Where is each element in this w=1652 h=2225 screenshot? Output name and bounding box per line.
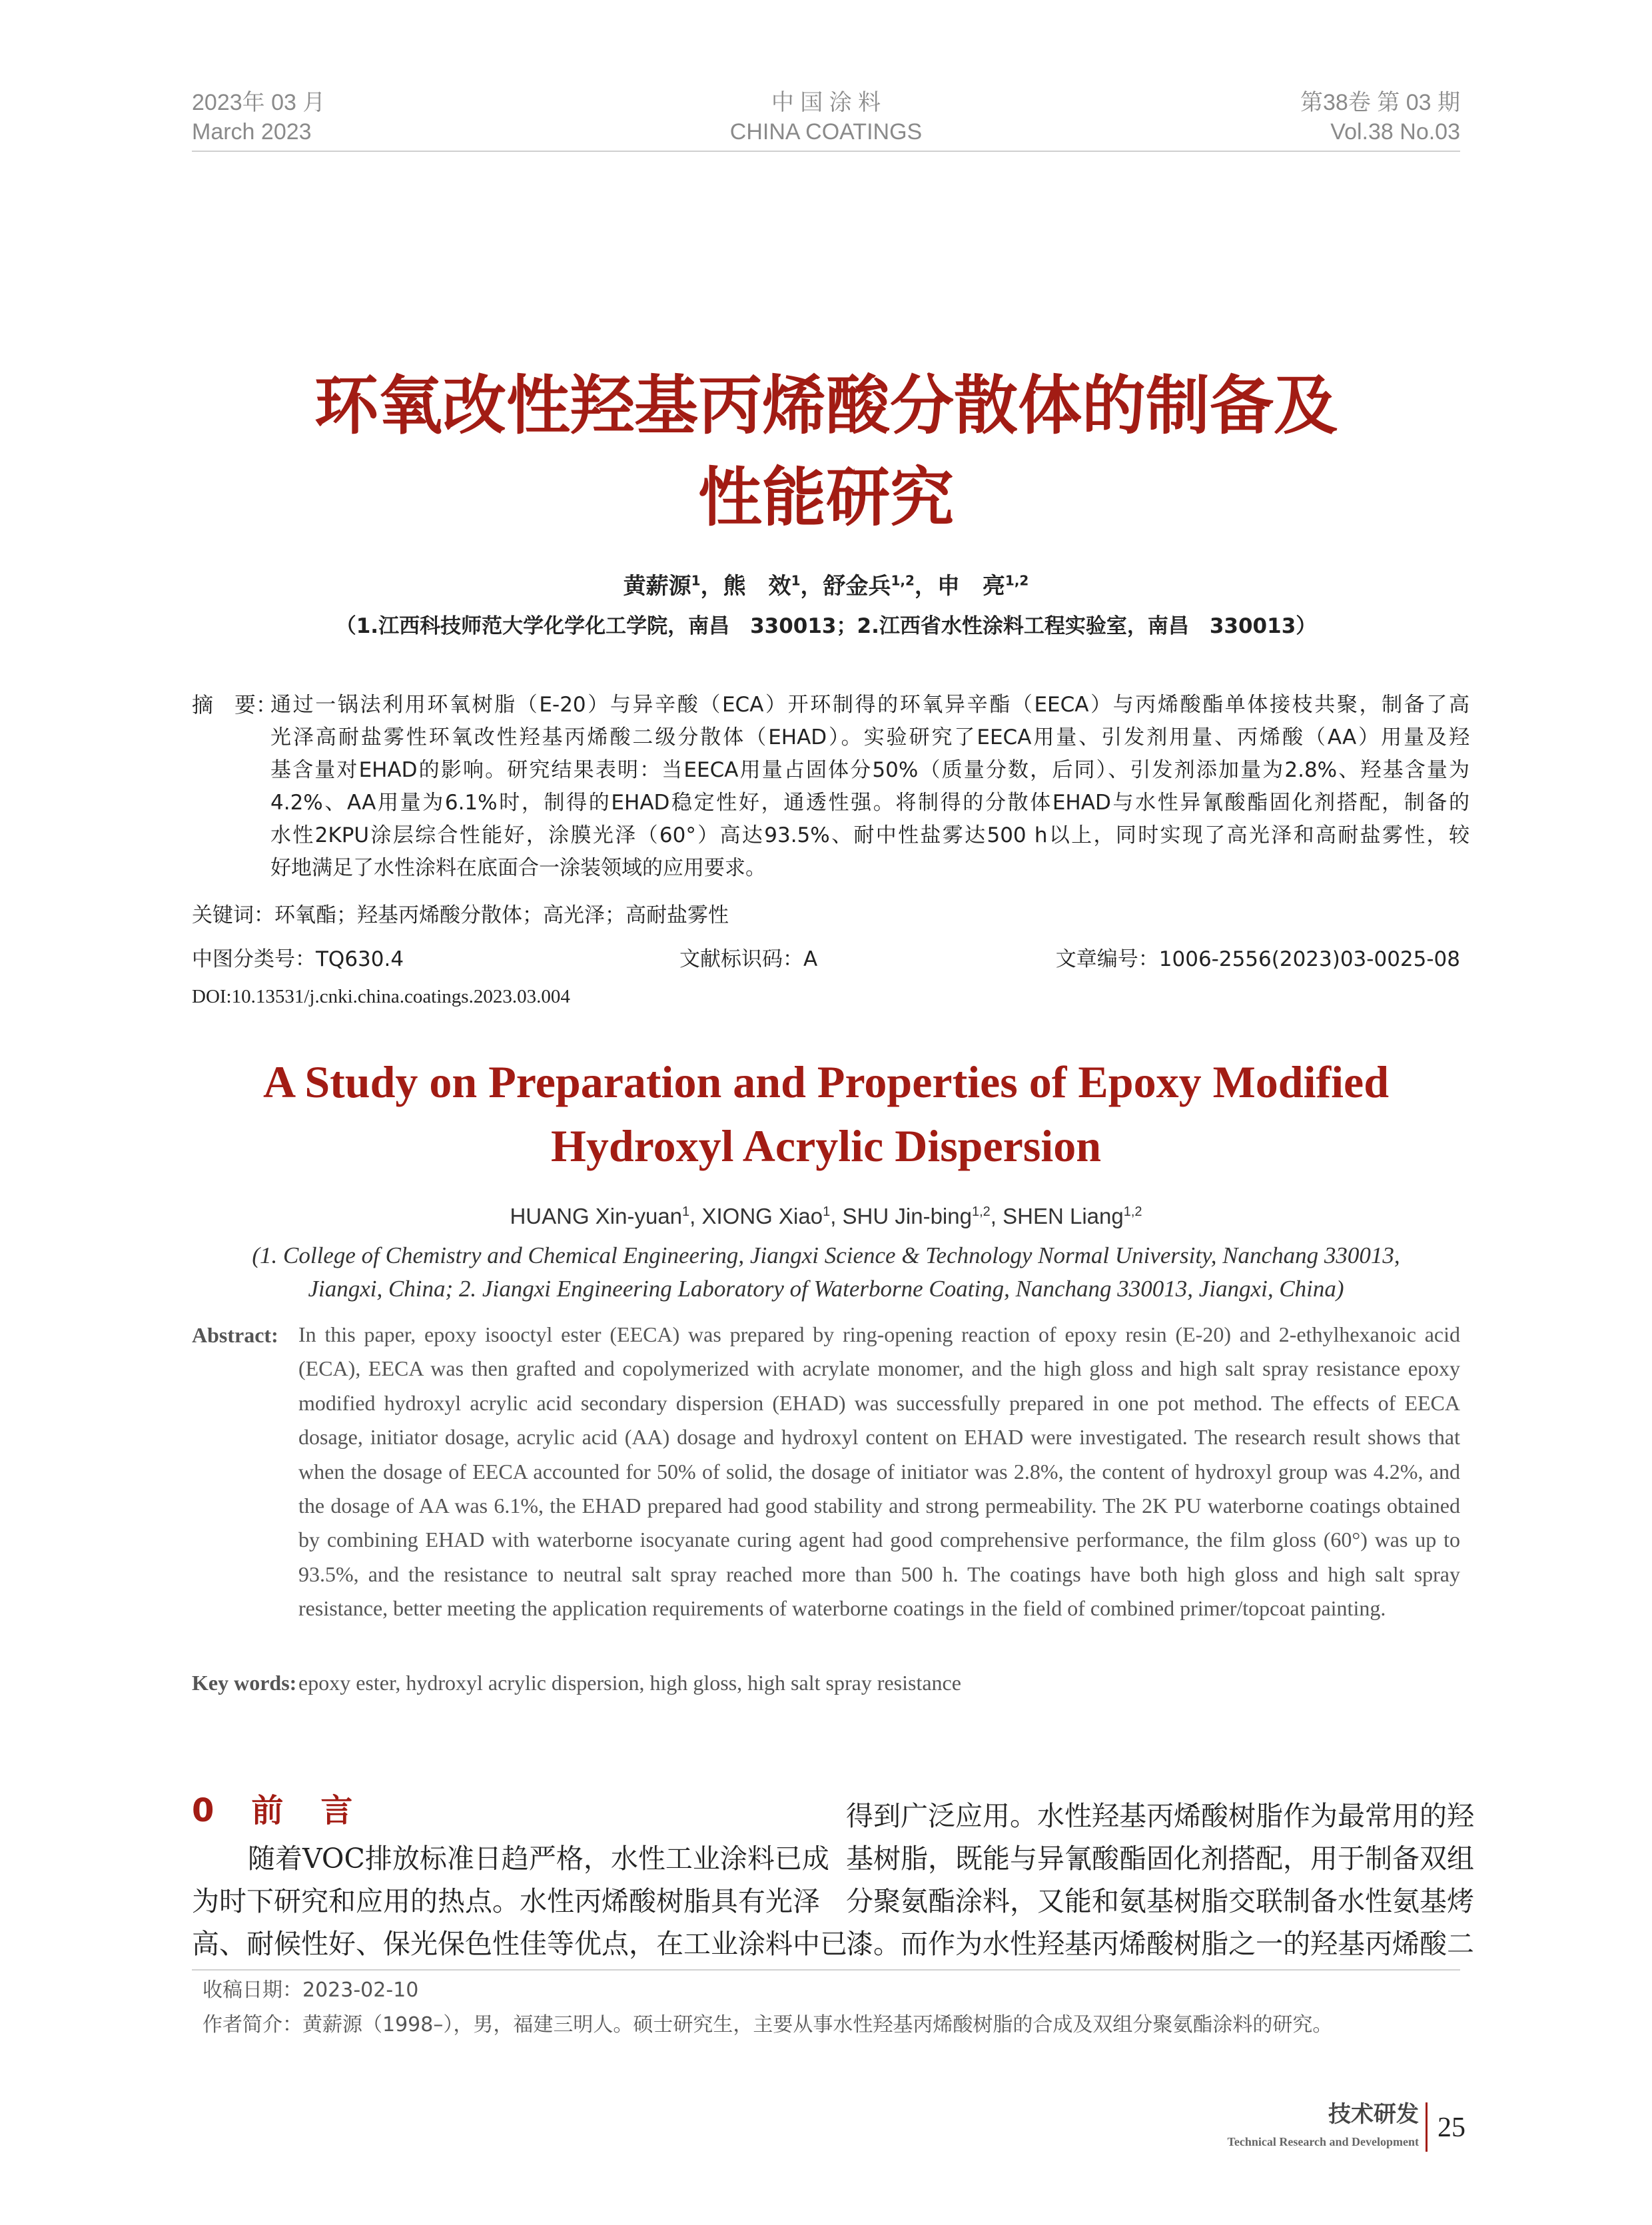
cn-abstract-line: 光泽高耐盐雾性环氧改性羟基丙烯酸二级分散体（EHAD）。实验研究了EECA用量、引发剂用量、丙烯酸（AA）用量及羟 — [270, 725, 1469, 749]
header-journal-cn: 中 国 涂 料 — [771, 90, 881, 115]
en-author-sup: 1 — [823, 1204, 831, 1219]
body-line: 随着VOC排放标准日趋严格，水性工业涂料已成 — [248, 1843, 829, 1875]
en-author-name: SHEN Liang — [1003, 1204, 1124, 1228]
cn-author-name: 熊 效 — [723, 573, 791, 600]
cn-author — [937, 573, 1029, 600]
cn-abstract-line: 水性2KPU涂层综合性能好，涂膜光泽（60°）高达93.5%、耐中性盐雾达500 h以上，同时实现了高光泽和高耐盐雾性，较 — [270, 823, 1469, 847]
en-abstract-label: Abstract: — [192, 1323, 278, 1347]
body-line: 为时下研究和应用的热点。水性丙烯酸树脂具有光泽 — [192, 1885, 820, 1917]
header-divider — [192, 151, 1460, 152]
cn-abstract-line: 好地满足了水性涂料在底面合一涂装领域的应用要求。 — [270, 856, 766, 880]
header-journal-en: CHINA COATINGS — [729, 119, 923, 145]
en-authors — [0, 1202, 1652, 1231]
cn-author — [723, 573, 823, 600]
doi: DOI:10.13531/j.cnki.china.coatings.2023.03.004 — [192, 986, 570, 1007]
cn-author-name: 舒金兵 — [823, 573, 891, 600]
en-author — [843, 1204, 1003, 1228]
footer-section-cn: 技术研发 — [1328, 2101, 1419, 2128]
cn-abstract-line: 基含量对EHAD的影响。研究结果表明：当EECA用量占固体分50%（质量分数，后同）、引发剂添加量为2.8%、羟基含量为 — [270, 758, 1469, 782]
header-volume-en: Vol.38 No.03 — [1330, 119, 1460, 145]
header-date-cn: 2023年 03 月 — [192, 90, 326, 115]
en-author-sup: 1,2 — [1123, 1204, 1142, 1219]
page-number: 25 — [1438, 2112, 1465, 2143]
en-author-sep: , — [689, 1204, 702, 1228]
cn-author-sep: ， — [800, 573, 823, 600]
en-affiliation — [167, 1239, 1485, 1306]
en-abstract-body: In this paper, epoxy isooctyl ester (EECA) was prepared by ring-opening reaction of epoxy resin (E-20) and 2-ethylhexanoic acid (ECA), EECA was then grafted and copolymerized with acrylate monomer, and the high gloss and high salt spray resistance epoxy modified hydroxyl acrylic acid secondary dispersion (EHAD) was successfully prepared in one pot method. The effects of EECA dosage, initiator dosage, acrylic acid (AA) dosage and hydroxyl content on EHAD were investigated. The research result shows that when the dosage of EECA accounted for 50% of solid, the dosage of initiator was 2.8%, the content of hydroxyl group was 4.2%, and the dosage of AA was 6.1%, the EHAD prepared had good stability and strong permeability. The 2K PU waterborne coatings obtained by combining EHAD with waterborne isocyanate curing agent had good comprehensive performance, the film gloss (60°) was up to 93.5%, and the resistance to neutral salt spray reached more than 500 h. The coatings have both high gloss and high salt spray resistance, better meeting the application requirements of waterborne coatings in the field of combined primer/topcoat painting. — [298, 1322, 1460, 1621]
cn-keywords — [192, 901, 729, 930]
document-code: 文献标识码：A — [679, 947, 818, 971]
cn-title — [167, 360, 1485, 544]
en-keywords-text: epoxy ester, hydroxyl acrylic dispersion, high gloss, high salt spray resistance — [298, 1671, 961, 1695]
cn-affiliation: （1.江西科技师范大学化学化工学院，南昌 330013；2.江西省水性涂料工程实验室，南昌 330013） — [335, 614, 1317, 638]
en-author — [702, 1204, 843, 1228]
cn-author — [823, 573, 937, 600]
body-line: 基树脂，既能与异氰酸酯固化剂搭配，用于制备双组 — [846, 1843, 1474, 1875]
cn-author-sup: 1 — [691, 572, 701, 589]
header-date-en: March 2023 — [192, 119, 312, 145]
en-author-sep: , — [830, 1204, 843, 1228]
article-number: 文章编号：1006-2556(2023)03-0025-08 — [1055, 947, 1460, 971]
cn-abstract-line: 4.2%、AA用量为6.1%时，制得的EHAD稳定性好，通透性强。将制得的分散体EHAD与水性异氰酸酯固化剂搭配，制备的 — [270, 791, 1469, 815]
body-column-right — [846, 1795, 1474, 1965]
body-line: 分聚氨酯涂料，又能和氨基树脂交联制备水性氨基烤 — [846, 1885, 1474, 1917]
cn-abstract-label: 摘 要： — [192, 692, 278, 717]
en-author — [1003, 1204, 1142, 1228]
en-author-name: SHU Jin-bing — [842, 1204, 972, 1228]
en-affiliation-line2: Jiangxi, China; 2. Jiangxi Engineering Laboratory of Waterborne Coating, Nanchang 330013, Jiangxi, China) — [308, 1276, 1344, 1302]
cn-author-sep: ， — [700, 573, 723, 600]
cn-title-line2: 性能研究 — [698, 460, 954, 535]
cn-title-line1: 环氧改性羟基丙烯酸分散体的制备及 — [314, 368, 1338, 443]
cn-author-name: 申 亮 — [937, 573, 1005, 600]
en-affiliation-line1: (1. College of Chemistry and Chemical Engineering, Jiangxi Science & Technology Normal University, Nanchang 330013, — [252, 1242, 1400, 1268]
cn-author-name: 黄薪源 — [623, 573, 691, 600]
en-author-sup: 1,2 — [971, 1204, 991, 1219]
received-date: 收稿日期：2023-02-10 — [203, 1979, 419, 2002]
en-author — [510, 1204, 701, 1228]
body-line: 得到广泛应用。水性羟基丙烯酸树脂作为最常用的羟 — [846, 1800, 1474, 1832]
cn-keywords-label: 关键词： — [192, 903, 274, 927]
header-volume — [1300, 88, 1460, 147]
cn-author-sup: 1,2 — [891, 572, 915, 589]
header-volume-cn: 第38卷 第 03 期 — [1300, 90, 1460, 115]
en-keywords-label: Key words: — [192, 1671, 297, 1695]
en-author-name: XIONG Xiao — [701, 1204, 823, 1228]
cn-authors — [0, 572, 1652, 601]
en-title-line1: A Study on Preparation and Properties of Epoxy Modified — [262, 1057, 1390, 1107]
en-author-sup: 1 — [682, 1204, 690, 1219]
en-author-name: HUANG Xin-yuan — [510, 1204, 683, 1228]
cn-abstract-body — [270, 689, 1469, 885]
footer-divider — [1426, 2102, 1428, 2152]
author-bio: 作者简介：黄薪源（1998–），男，福建三明人。硕士研究生，主要从事水性羟基丙烯酸树脂的合成及双组分聚氨酯涂料的研究。 — [203, 2013, 1333, 2036]
body-line: 漆。而作为水性羟基丙烯酸树脂之一的羟基丙烯酸二 — [846, 1928, 1474, 1960]
body-line: 高、耐候性好、保光保色性佳等优点，在工业涂料中已 — [192, 1928, 847, 1960]
en-author-sep: , — [990, 1204, 1003, 1228]
cn-author-sep: ， — [914, 573, 937, 600]
cn-author — [623, 573, 723, 600]
clc-number: 中图分类号：TQ630.4 — [192, 947, 404, 971]
footer-section-en: Technical Research and Development — [1227, 2135, 1419, 2148]
cn-author-sup: 1 — [791, 572, 801, 589]
en-title-line2: Hydroxyl Acrylic Dispersion — [550, 1120, 1102, 1171]
cn-abstract-line: 通过一锅法利用环氧树脂（E-20）与异辛酸（ECA）开环制得的环氧异辛酯（EECA）与丙烯酸酯单体接枝共聚，制备了高 — [270, 693, 1469, 717]
cn-keywords-text: 环氧酯；羟基丙烯酸分散体；高光泽；高耐盐雾性 — [274, 903, 729, 927]
en-title — [167, 1050, 1485, 1178]
cn-author-sup: 1,2 — [1005, 572, 1029, 589]
footnote-divider — [192, 1969, 1460, 1971]
body-column-left — [192, 1837, 847, 1965]
section-heading: 0 前 言 — [192, 1792, 356, 1829]
